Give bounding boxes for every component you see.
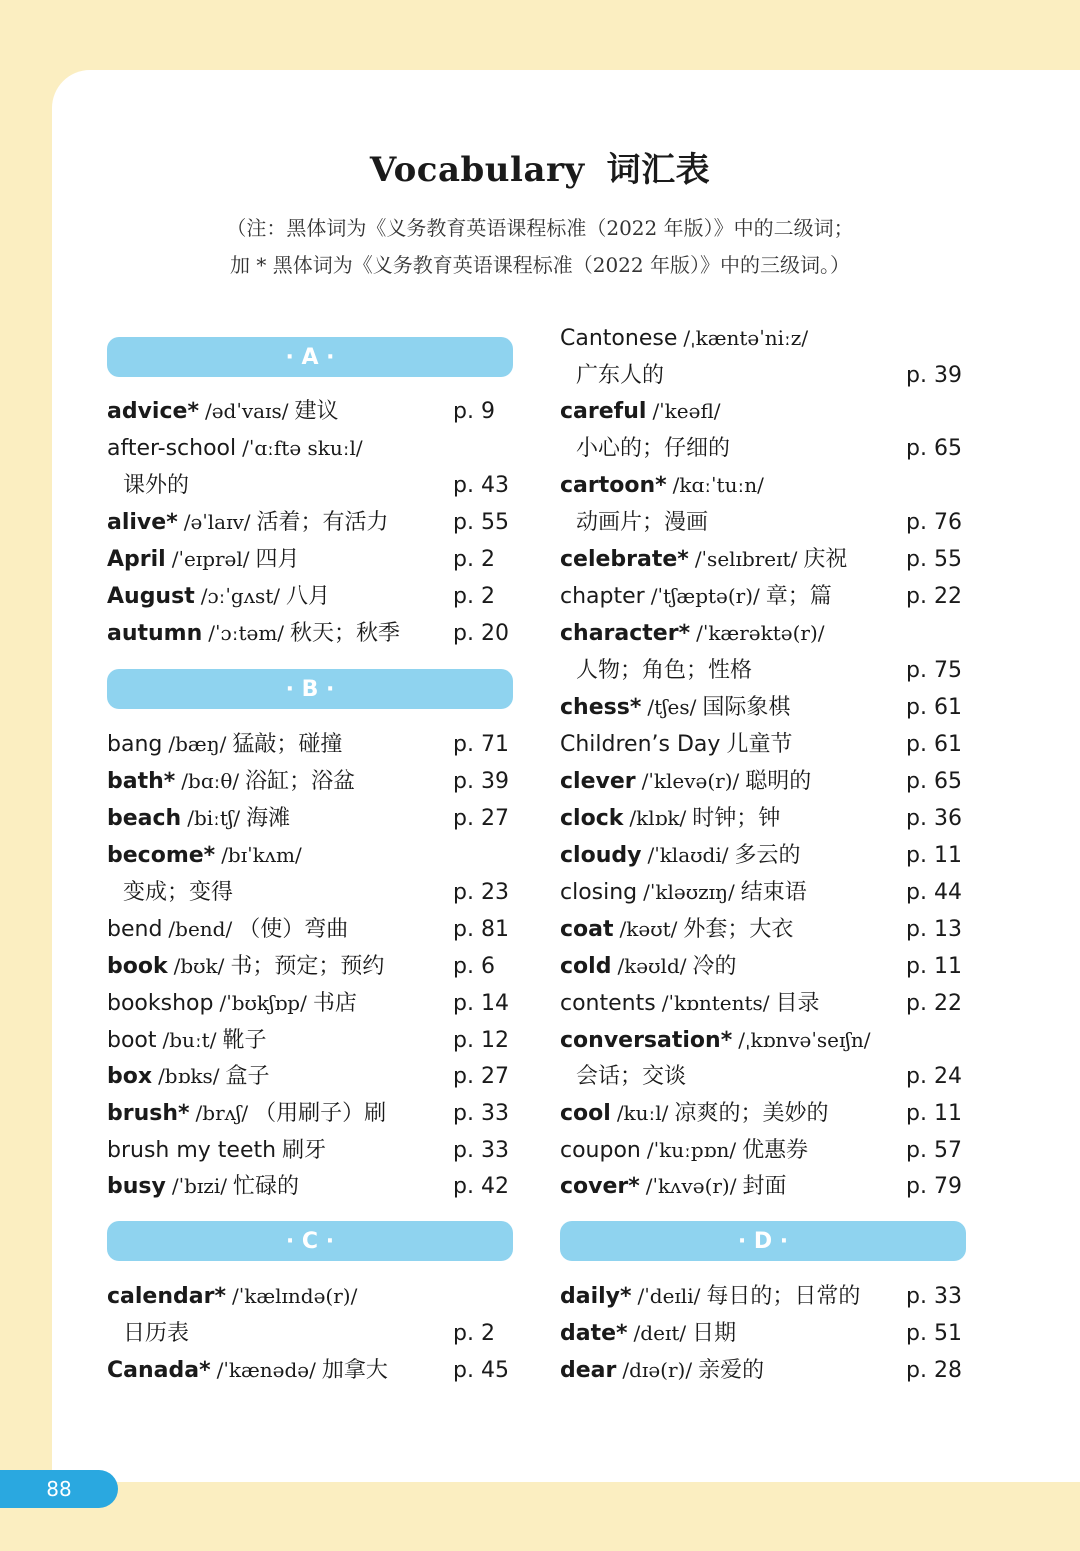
vocab-entry (560, 1022, 970, 1059)
entry-page: p. 81 (453, 917, 509, 942)
vocab-entry (107, 615, 517, 652)
entry-page: p. 11 (906, 1101, 962, 1126)
entry-page: p. 12 (453, 1028, 509, 1053)
entry-phonetic: /kəʊld/ (617, 954, 687, 978)
entry-meaning: 猛敲；碰撞 (232, 732, 343, 757)
entry-phonetic: /ˈbɪzi/ (171, 1174, 227, 1198)
entry-phonetic: /kɑːˈtuːn/ (672, 473, 764, 497)
vocab-entry (107, 1352, 517, 1389)
entry-meaning: 多云的 (734, 843, 801, 868)
vocab-entry (560, 837, 970, 874)
entry-page: p. 24 (906, 1064, 962, 1089)
vocab-entry (560, 541, 970, 578)
entry-page: p. 11 (906, 954, 962, 979)
entry-page: p. 33 (906, 1284, 962, 1309)
entry-phonetic: /bæŋ/ (168, 732, 227, 756)
entry-page: p. 61 (906, 695, 962, 720)
vocab-entry (560, 467, 970, 504)
vocab-entry (107, 726, 517, 763)
vocab-entry (107, 430, 517, 467)
entry-page: p. 9 (453, 399, 495, 424)
vocab-entry (107, 911, 517, 948)
entry-phonetic: /ˈeɪprəl/ (171, 547, 250, 571)
entry-page: p. 44 (906, 880, 962, 905)
entry-meaning: 封面 (742, 1174, 787, 1199)
entry-word: closing (560, 880, 638, 905)
entry-page: p. 75 (906, 658, 962, 683)
title-zh: 词汇表 (606, 150, 711, 190)
vocab-entry (107, 504, 517, 541)
entry-word: chess* (560, 695, 642, 720)
entry-meaning: 国际象棋 (702, 695, 791, 720)
entry-meaning: （用刷子）刷 (254, 1101, 387, 1126)
entry-phonetic: /ˈkʌvə(r)/ (645, 1174, 737, 1198)
entry-meaning: 海滩 (246, 806, 291, 831)
note-line-1: （注：黑体词为《义务教育英语课程标准（2022 年版）》中的二级词； (226, 216, 854, 240)
entry-phonetic: /ˈdeɪli/ (637, 1284, 701, 1308)
entry-page: p. 43 (453, 473, 509, 498)
entry-phonetic: /ˈɑːftə skuːl/ (242, 436, 363, 460)
entry-phonetic: /ˈselɪbreɪt/ (694, 547, 798, 571)
entry-page: p. 55 (453, 510, 509, 535)
entry-phonetic: /ˈbʊkʃɒp/ (219, 991, 307, 1015)
entry-meaning: 结束语 (740, 880, 807, 905)
vocab-entry (560, 1315, 970, 1352)
entry-meaning: 盒子 (225, 1064, 270, 1089)
entry-page: p. 6 (453, 954, 495, 979)
entry-page: p. 45 (453, 1358, 509, 1383)
entry-meaning: 优惠券 (742, 1138, 809, 1163)
vocab-entry (560, 1352, 970, 1389)
entry-page: p. 2 (453, 547, 495, 572)
entry-word: contents (560, 991, 656, 1016)
entry-word: bend (107, 917, 163, 942)
entry-meaning: 四月 (255, 547, 300, 572)
entry-word: conversation* (560, 1028, 733, 1053)
entry-meaning: 每日的；日常的 (706, 1284, 861, 1309)
entry-meaning: （使）弯曲 (238, 917, 349, 942)
entry-word: autumn (107, 621, 203, 646)
vocab-entry (107, 578, 517, 615)
entry-meaning: 书店 (312, 991, 357, 1016)
entry-phonetic: /ˈɔːtəm/ (208, 621, 285, 645)
vocab-entry (560, 1132, 970, 1169)
entry-word: cold (560, 954, 612, 979)
entry-page: p. 39 (906, 363, 962, 388)
entry-word: April (107, 547, 166, 572)
entry-word: boot (107, 1028, 157, 1053)
vocab-entry (560, 1058, 970, 1095)
entry-meaning: 刷牙 (282, 1138, 327, 1163)
vocab-entry (107, 800, 517, 837)
entry-phonetic: /ˈkælɪndə(r)/ (231, 1284, 358, 1308)
vocab-entry (107, 467, 517, 504)
entry-phonetic: /ˈklevə(r)/ (641, 769, 740, 793)
entry-word: bookshop (107, 991, 214, 1016)
entry-phonetic: /bɒks/ (158, 1064, 220, 1088)
entry-meaning: 人物；角色；性格 (576, 658, 753, 683)
entry-word: Canada* (107, 1358, 211, 1383)
vocab-entry (560, 320, 970, 357)
entry-page: p. 22 (906, 584, 962, 609)
entry-page: p. 57 (906, 1138, 962, 1163)
entry-meaning: 建议 (294, 399, 339, 424)
entry-phonetic: /bend/ (168, 917, 233, 941)
entry-meaning: 书；预定；预约 (230, 954, 385, 979)
section-header-d: · D · (560, 1221, 966, 1261)
entry-meaning: 浴缸；浴盆 (245, 769, 356, 794)
vocab-entry (107, 874, 517, 911)
entry-meaning: 变成；变得 (123, 880, 234, 905)
entry-phonetic: /ɔːˈgʌst/ (200, 584, 281, 608)
entry-meaning: 活着；有活力 (256, 510, 389, 535)
entry-page: p. 55 (906, 547, 962, 572)
entry-page: p. 20 (453, 621, 509, 646)
entry-page: p. 79 (906, 1174, 962, 1199)
entry-word: careful (560, 399, 647, 424)
vocab-entry (107, 541, 517, 578)
entry-meaning: 凉爽的；美妙的 (674, 1101, 829, 1126)
entry-meaning: 动画片；漫画 (576, 510, 709, 535)
entry-phonetic: /biːtʃ/ (187, 806, 241, 830)
vocab-entry (560, 689, 970, 726)
entry-phonetic: /ˈkeəfl/ (652, 399, 721, 423)
vocab-entry (560, 800, 970, 837)
entry-word: advice* (107, 399, 199, 424)
vocab-entry (560, 874, 970, 911)
entry-meaning: 加拿大 (321, 1358, 388, 1383)
entry-phonetic: /ədˈvaɪs/ (204, 399, 289, 423)
entry-phonetic: /bʊk/ (173, 954, 225, 978)
entry-page: p. 33 (453, 1101, 509, 1126)
vocab-entry (560, 504, 970, 541)
entry-page: p. 2 (453, 1321, 495, 1346)
note-line-2: 加 * 黑体词为《义务教育英语课程标准（2022 年版）》中的三级词。） (230, 253, 850, 277)
entry-word: become* (107, 843, 216, 868)
entry-phonetic: /ˈkləʊzɪŋ/ (643, 880, 735, 904)
entry-meaning: 小心的；仔细的 (576, 436, 731, 461)
vocab-entry (560, 948, 970, 985)
section-header-a: · A · (107, 337, 513, 377)
entry-phonetic: /ˈkɒntents/ (661, 991, 770, 1015)
entry-word: book (107, 954, 168, 979)
entry-word: celebrate* (560, 547, 689, 572)
entry-page: p. 71 (453, 732, 509, 757)
vocab-entry (560, 430, 970, 467)
entry-meaning: 庆祝 (803, 547, 848, 572)
entry-meaning: 时钟；钟 (692, 806, 781, 831)
title-en: Vocabulary (369, 150, 585, 190)
vocab-entry (107, 1278, 517, 1315)
entry-page: p. 13 (906, 917, 962, 942)
entry-word: after-school (107, 436, 237, 461)
entry-page: p. 65 (906, 436, 962, 461)
entry-page: p. 61 (906, 732, 962, 757)
entry-page: p. 33 (453, 1138, 509, 1163)
entry-phonetic: /klɒk/ (629, 806, 687, 830)
entry-phonetic: /ˌkɒnvəˈseɪʃn/ (738, 1028, 871, 1052)
entry-meaning: 聪明的 (745, 769, 812, 794)
entry-meaning: 章；篇 (765, 584, 832, 609)
entry-page: p. 11 (906, 843, 962, 868)
entry-phonetic: /ˈklaʊdi/ (647, 843, 729, 867)
vocab-entry (560, 652, 970, 689)
entry-meaning: 目录 (775, 991, 820, 1016)
entry-meaning: 冷的 (692, 954, 737, 979)
entry-meaning: 课外的 (123, 473, 190, 498)
section-header-c: · C · (107, 1221, 513, 1261)
entry-meaning: 外套；大衣 (683, 917, 794, 942)
vocab-entry (560, 1095, 970, 1132)
entry-phonetic: /kuːl/ (616, 1101, 669, 1125)
vocab-entry (107, 1095, 517, 1132)
entry-word: beach (107, 806, 182, 831)
entry-page: p. 27 (453, 1064, 509, 1089)
entry-page: p. 27 (453, 806, 509, 831)
entry-phonetic: /bɪˈkʌm/ (221, 843, 302, 867)
page-title (0, 142, 1080, 191)
entry-meaning: 忙碌的 (232, 1174, 299, 1199)
entry-word: box (107, 1064, 153, 1089)
entry-page: p. 23 (453, 880, 509, 905)
entry-phonetic: /buːt/ (162, 1028, 217, 1052)
entry-page: p. 65 (906, 769, 962, 794)
entry-meaning: 靴子 (222, 1028, 267, 1053)
entry-word: brush* (107, 1101, 190, 1126)
vocab-entry (107, 393, 517, 430)
vocab-entry (560, 357, 970, 394)
entry-phonetic: /brʌʃ/ (195, 1101, 249, 1125)
entry-word: cover* (560, 1174, 640, 1199)
entry-page: p. 14 (453, 991, 509, 1016)
entry-page: p. 36 (906, 806, 962, 831)
vocab-entry (560, 1168, 970, 1205)
vocab-entry (107, 985, 517, 1022)
vocab-entry (560, 393, 970, 430)
entry-word: coupon (560, 1138, 641, 1163)
entry-meaning: 会话；交谈 (576, 1064, 687, 1089)
vocab-entry (560, 763, 970, 800)
entry-phonetic: /ˈkærəktə(r)/ (696, 621, 825, 645)
vocab-entry (107, 1022, 517, 1059)
vocab-entry (107, 837, 517, 874)
entry-meaning: 八月 (286, 584, 331, 609)
entry-word: bath* (107, 769, 176, 794)
entry-word: cartoon* (560, 473, 667, 498)
entry-phonetic: /dɪə(r)/ (622, 1358, 693, 1382)
entry-page: p. 39 (453, 769, 509, 794)
entry-word: character* (560, 621, 691, 646)
entry-meaning: 广东人的 (576, 363, 665, 388)
vocab-entry (107, 1132, 517, 1169)
entry-word: dear (560, 1358, 617, 1383)
vocab-entry (107, 1315, 517, 1352)
page-number: 88 (0, 1470, 118, 1508)
vocab-entry (107, 763, 517, 800)
entry-phonetic: /deɪt/ (633, 1321, 687, 1345)
vocab-entry (560, 615, 970, 652)
entry-meaning: 儿童节 (726, 732, 793, 757)
entry-word: coat (560, 917, 614, 942)
section-header-b: · B · (107, 669, 513, 709)
vocab-entry (107, 948, 517, 985)
entry-phonetic: /ˈkuːpɒn/ (646, 1138, 737, 1162)
entry-word: clock (560, 806, 624, 831)
entry-word: clever (560, 769, 636, 794)
entry-word: date* (560, 1321, 628, 1346)
vocab-entry (560, 578, 970, 615)
entry-word: busy (107, 1174, 166, 1199)
entry-word: cloudy (560, 843, 642, 868)
entry-meaning: 日期 (692, 1321, 737, 1346)
entry-word: Children’s Day (560, 732, 721, 757)
entry-page: p. 28 (906, 1358, 962, 1383)
entry-meaning: 日历表 (123, 1321, 190, 1346)
vocab-entry (560, 726, 970, 763)
entry-phonetic: /kəʊt/ (619, 917, 678, 941)
entry-phonetic: /ˈtʃæptə(r)/ (650, 584, 760, 608)
vocab-entry (107, 1058, 517, 1095)
entry-page: p. 42 (453, 1174, 509, 1199)
entry-word: Cantonese (560, 326, 678, 351)
entry-page: p. 51 (906, 1321, 962, 1346)
entry-page: p. 22 (906, 991, 962, 1016)
entry-phonetic: /ˈkænədə/ (216, 1358, 316, 1382)
vocab-entry (560, 1278, 970, 1315)
entry-word: bang (107, 732, 163, 757)
entry-page: p. 2 (453, 584, 495, 609)
vocab-entry (560, 985, 970, 1022)
entry-phonetic: /tʃes/ (647, 695, 697, 719)
entry-phonetic: /ˌkæntəˈniːz/ (683, 326, 809, 350)
entry-phonetic: /bɑːθ/ (181, 769, 240, 793)
vocab-entry (107, 1168, 517, 1205)
entry-meaning: 秋天；秋季 (290, 621, 401, 646)
entry-word: August (107, 584, 195, 609)
entry-word: calendar* (107, 1284, 226, 1309)
entry-word: brush my teeth (107, 1138, 277, 1163)
entry-meaning: 亲爱的 (698, 1358, 765, 1383)
entry-word: cool (560, 1101, 611, 1126)
vocab-entry (560, 911, 970, 948)
entry-word: alive* (107, 510, 178, 535)
entry-phonetic: /əˈlaɪv/ (183, 510, 251, 534)
entry-word: daily* (560, 1284, 632, 1309)
entry-word: chapter (560, 584, 645, 609)
entry-page: p. 76 (906, 510, 962, 535)
